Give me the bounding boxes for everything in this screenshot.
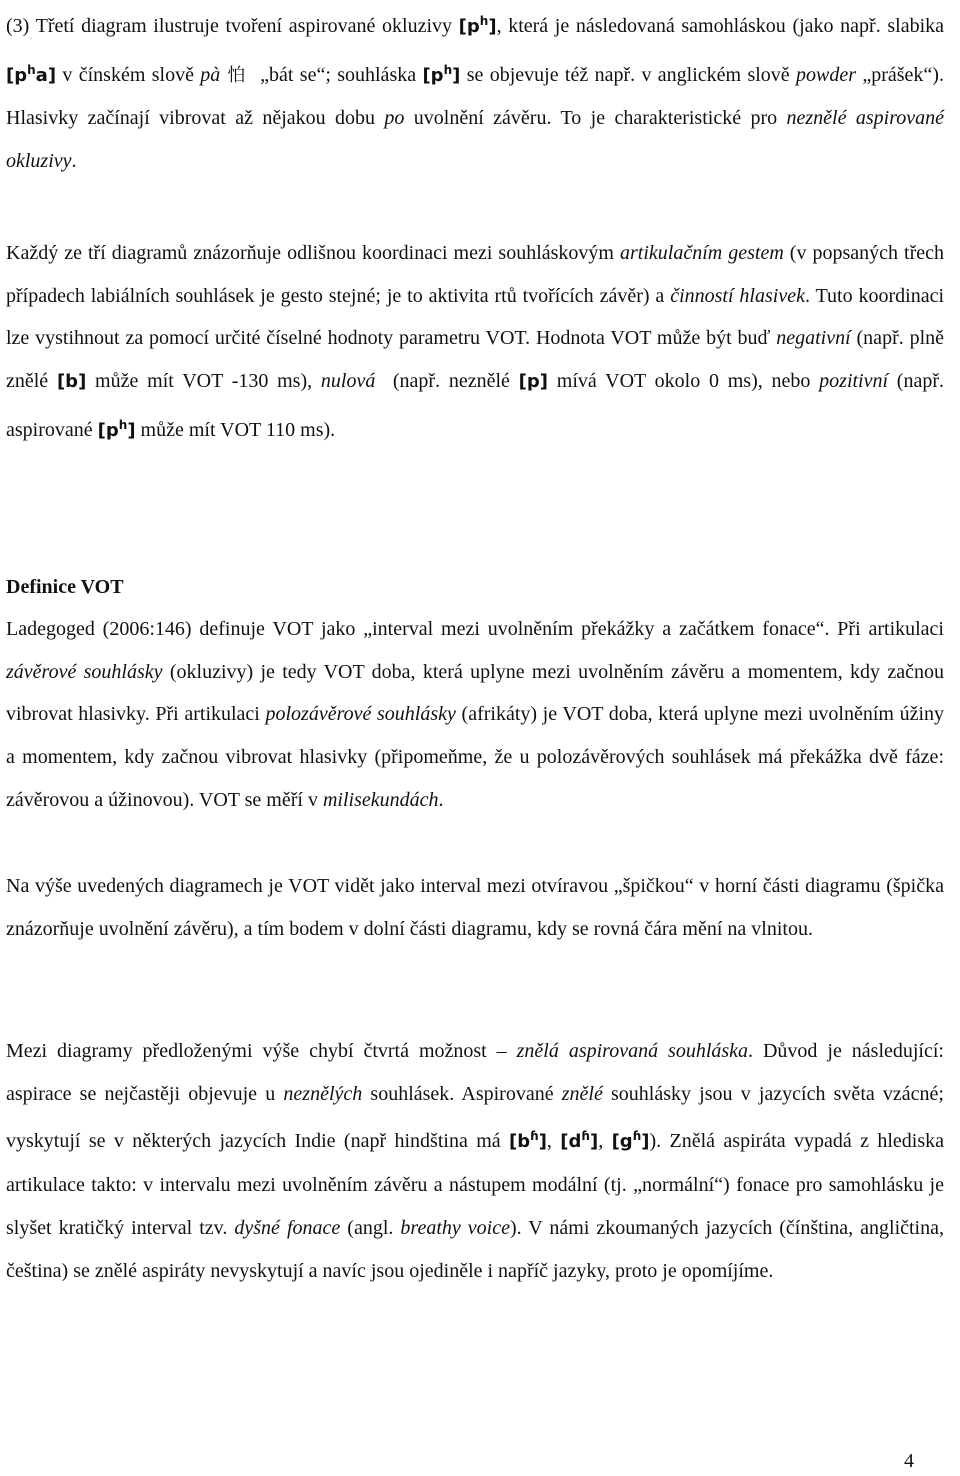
italic-term: dyšné fonace <box>234 1216 341 1239</box>
text: Každý ze tří diagramů znázorňuje odlišnou koordinaci mezi souhláskovým <box>6 242 620 264</box>
text: ). V námi zkoumaných jazycích (čínština, angličtina, čeština) se znělé aspiráty nevyskytují a navíc jsou ojediněle i napříč jazyky, proto je opomíjíme. <box>6 1216 949 1282</box>
text: . <box>71 150 77 173</box>
text: (např. neznělé <box>375 370 519 393</box>
text: , <box>598 1130 612 1153</box>
text: „bát se“; souhláska <box>253 63 423 86</box>
ipa-symbol: [b] <box>56 371 87 393</box>
ipa-symbol: [p] <box>518 371 548 393</box>
italic-term: činností hlasivek <box>670 284 805 307</box>
text: může mít VOT -130 ms), <box>86 370 321 393</box>
text: mívá VOT okolo 0 ms), nebo <box>548 370 820 393</box>
ipa-symbol: $[p^h]$ <box>422 62 461 86</box>
text: . Důvod je následující: aspirace se nejčastěji objevuje u <box>6 1040 949 1105</box>
italic-term: polozávěrové souhlásky <box>265 703 456 726</box>
page-number: 4 <box>904 1450 914 1472</box>
text: „prášek“). Hlasivky začínají vibrovat až nějakou dobu <box>6 63 949 130</box>
italic-term: neznělých <box>283 1082 363 1105</box>
text: , která je následovaná samohláskou (jako např. slabika <box>496 15 950 37</box>
ipa-symbol: $[d^ɦ]$ <box>560 1129 599 1153</box>
italic-term: negativní <box>776 327 851 350</box>
text: (okluzivy) je tedy VOT doba, která uplyne mezi uvolněním závěru a momentem, kdy začnou vibrovat hlasivky. Při artikulaci <box>6 660 949 726</box>
ipa-symbol: $[g^ɦ]$ <box>611 1129 650 1153</box>
ipa-symbol: $[p^ha]$ <box>6 62 57 86</box>
text: souhlásek. Aspirované <box>362 1082 562 1105</box>
italic-term: závěrové souhlásky <box>6 660 163 683</box>
text: Ladegoged (2006:146) definuje VOT jako „interval mezi uvolněním překážky a začátkem fonace“. Při artikulaci <box>6 618 949 640</box>
italic-term: neznělé aspirované okluzivy <box>6 107 950 173</box>
section-heading: Definice VOT <box>6 576 124 598</box>
text: Mezi diagramy předloženými výše chybí čtvrtá možnost – <box>6 1040 517 1062</box>
text: (např. aspirované <box>6 370 950 441</box>
ipa-symbol: $[p^h]$ <box>458 14 497 37</box>
paragraph-coordination <box>6 232 950 453</box>
italic-term: breathy voice <box>400 1216 510 1239</box>
text: . Tuto koordinaci lze vystihnout za pomocí určité číselné hodnoty parametru VOT. Hodnota VOT může být buď <box>6 284 949 350</box>
italic-term: znělé <box>561 1082 603 1105</box>
chinese-character: 怕 <box>220 64 254 86</box>
text: (angl. <box>340 1216 401 1239</box>
text: se objevuje též např. v anglickém slově <box>460 63 797 86</box>
italic-term: milisekundách <box>322 788 439 811</box>
italic-term: artikulačním gestem <box>620 242 784 264</box>
text: může mít VOT 110 ms). <box>135 418 336 441</box>
italic-term: nulová <box>320 370 376 393</box>
text: , <box>546 1130 561 1153</box>
text: uvolnění závěru. To je charakteristické pro <box>404 107 787 130</box>
text: (3) Třetí diagram ilustruje tvoření aspirované okluzivy <box>6 15 459 37</box>
italic-term: pà <box>200 63 221 86</box>
text: (afrikáty) je VOT doba, která uplyne mezi uvolněním úžiny a momentem, kdy začnou vibrovat hlasivky (připomeňme, že u polozávěrových souhlásek má překážka dvě fáze: závěrovou a úžinovou). VOT se měří v <box>6 703 950 811</box>
text: v čínském slově <box>56 63 201 86</box>
text: (např. plně znělé <box>6 327 949 393</box>
paragraph-third-diagram <box>6 0 950 183</box>
paragraph-voiced-aspirate <box>6 1030 950 1292</box>
italic-term: znělá aspirovaná souhláska <box>516 1040 749 1062</box>
italic-term: powder <box>796 63 857 86</box>
ipa-symbol: $[b^ɦ]$ <box>509 1129 547 1153</box>
ipa-symbol: $[p^h]$ <box>97 417 136 441</box>
text: ). Znělá aspiráta vypadá z hlediska artikulace takto: v intervalu mezi uvolněním závěru a nástupem modální (tj. „normální“) fonace pro samohlásku je slyšet kratičký interval tzv. <box>6 1130 950 1239</box>
paragraph-definition <box>6 608 950 822</box>
italic-term: pozitivní <box>819 370 889 393</box>
paragraph-diagram-interval: Na výše uvedených diagramech je VOT vidět jako interval mezi otvíravou „špičkou“ v horní části diagramu (špička znázorňuje uvolnění závěru), a tím bodem v dolní části diagramu, kdy se rovná čára mění na vlnitou. <box>6 875 944 940</box>
italic-term: po <box>384 107 405 130</box>
text: (v popsaných třech případech labiálních souhlásek je gesto stejné; je to aktivita rtů tvořících závěr) a <box>6 242 949 307</box>
text: . <box>438 788 444 811</box>
text: souhlásky jsou v jazycích světa vzácné; vyskytují se v některých jazycích Indie (např hindština má <box>6 1082 949 1153</box>
